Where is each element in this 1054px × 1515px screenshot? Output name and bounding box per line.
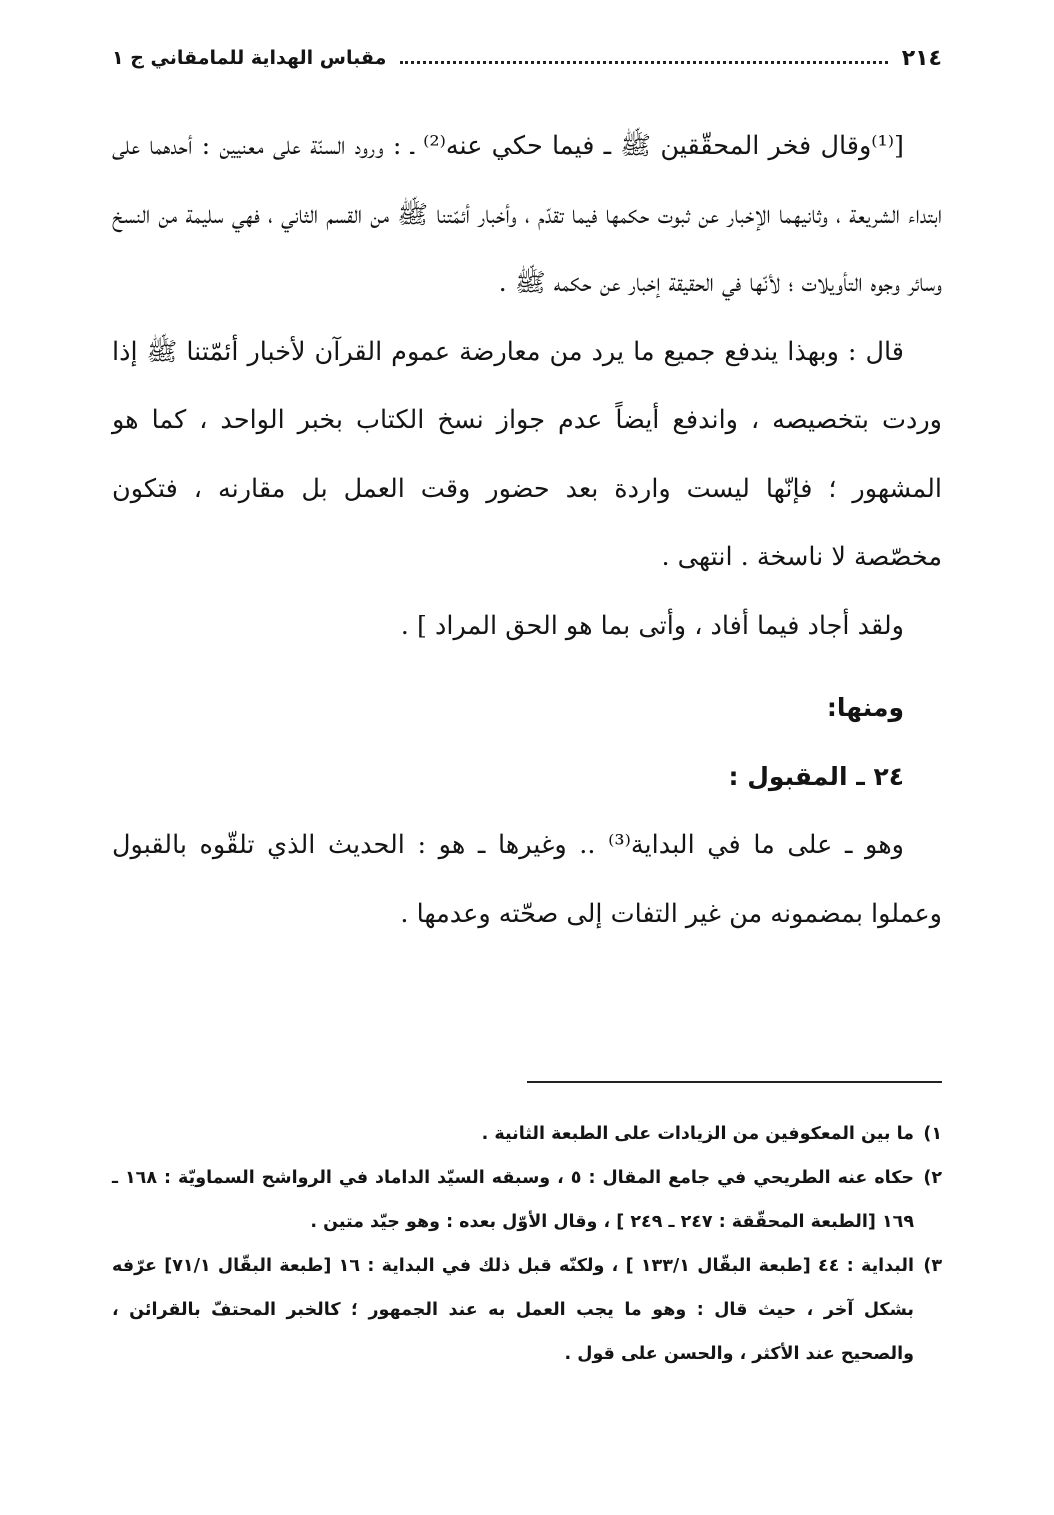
footnote-number: ١): [923, 1124, 942, 1144]
paragraph: وهو ـ على ما في البداية⁽³⁾ .. وغيرها ـ هو : الحديث الذي تلقّوه بالقبول وعملوا بمضمونه من غير التفات إلى صحّته وعدمها .: [112, 830, 942, 929]
section-heading: ومنها:: [826, 693, 904, 722]
header-dotted-leader: [400, 53, 887, 64]
section-heading: ٢٤ ـ المقبول :: [728, 761, 904, 791]
footnote: [112, 1244, 942, 1376]
spacer: [112, 660, 942, 674]
footnote-number: ٢): [923, 1168, 942, 1188]
running-title: مقباس الهداية للمامقاني ج ١: [112, 47, 387, 69]
footnote-text: ما بين المعكوفين من الزيادات على الطبعة الثانية .: [481, 1124, 914, 1144]
footnote: [112, 1112, 942, 1156]
paragraph: ولقد أجاد فيما أفاد ، وأتى بما هو الحق المراد ] .: [400, 610, 904, 641]
footnotes: [112, 1112, 942, 1376]
footnote-text: حكاه عنه الطريحي في جامع المقال : ٥ ، وسبقه السيّد الداماد في الرواشح السماويّة : ١٦٨ ـ ١٦٩ [الطبعة المحقّقة : ٢٤٧ ـ ٢٤٩ ] ، وقال الأوّل بعده : وهو جيّد متين .: [112, 1168, 915, 1232]
paragraph: [⁽¹⁾وقال فخر المحقّقين ﷺ ـ فيما حكي عنه⁽²⁾ ـ : ورود السنّة على معنيين : أحدهما على ابتداء الشريعة ، وثانيهما الإخبار عن ثبوت حكمها فيما تقدّم ، وأخبار أئمّتنا ﷺ من القسم الثاني ، فهي سليمة من النسخ وسائر وجوه التأويلات ؛ لأنّها في الحقيقة إخبار عن حكمه ﷺ .: [112, 131, 942, 298]
footnote-number: ٣): [923, 1256, 942, 1276]
footnote-text: البداية : ٤٤ [طبعة البقّال ١٣٣/١ ] ، ولكنّه قبل ذلك في البداية : ١٦ [طبعة البقّال ٧١/١] عرّفه بشكل آخر ، حيث قال : وهو ما يجب العمل به عند الجمهور ؛ كالخبر المحتفّ بالقرائن ، والصحيح عند الأكثر ، والحسن على قول .: [112, 1256, 914, 1364]
paragraph: قال : وبهذا يندفع جميع ما يرد من معارضة عموم القرآن لأخبار أئمّتنا ﷺ إذا وردت بتخصيصه ، واندفع أيضاً عدم جواز نسخ الكتاب بخبر الواحد ، كما هو المشهور ؛ فإنّها ليست واردة بعد حضور وقت العمل بل مقارنه ، فتكون مخصّصة لا ناسخة . انتهى .: [112, 336, 942, 572]
page-header: [112, 38, 942, 78]
footnote-separator: [527, 1081, 942, 1083]
footnote: [112, 1156, 942, 1244]
main-text: [112, 112, 942, 948]
page-number: ٢١٤: [901, 45, 942, 71]
